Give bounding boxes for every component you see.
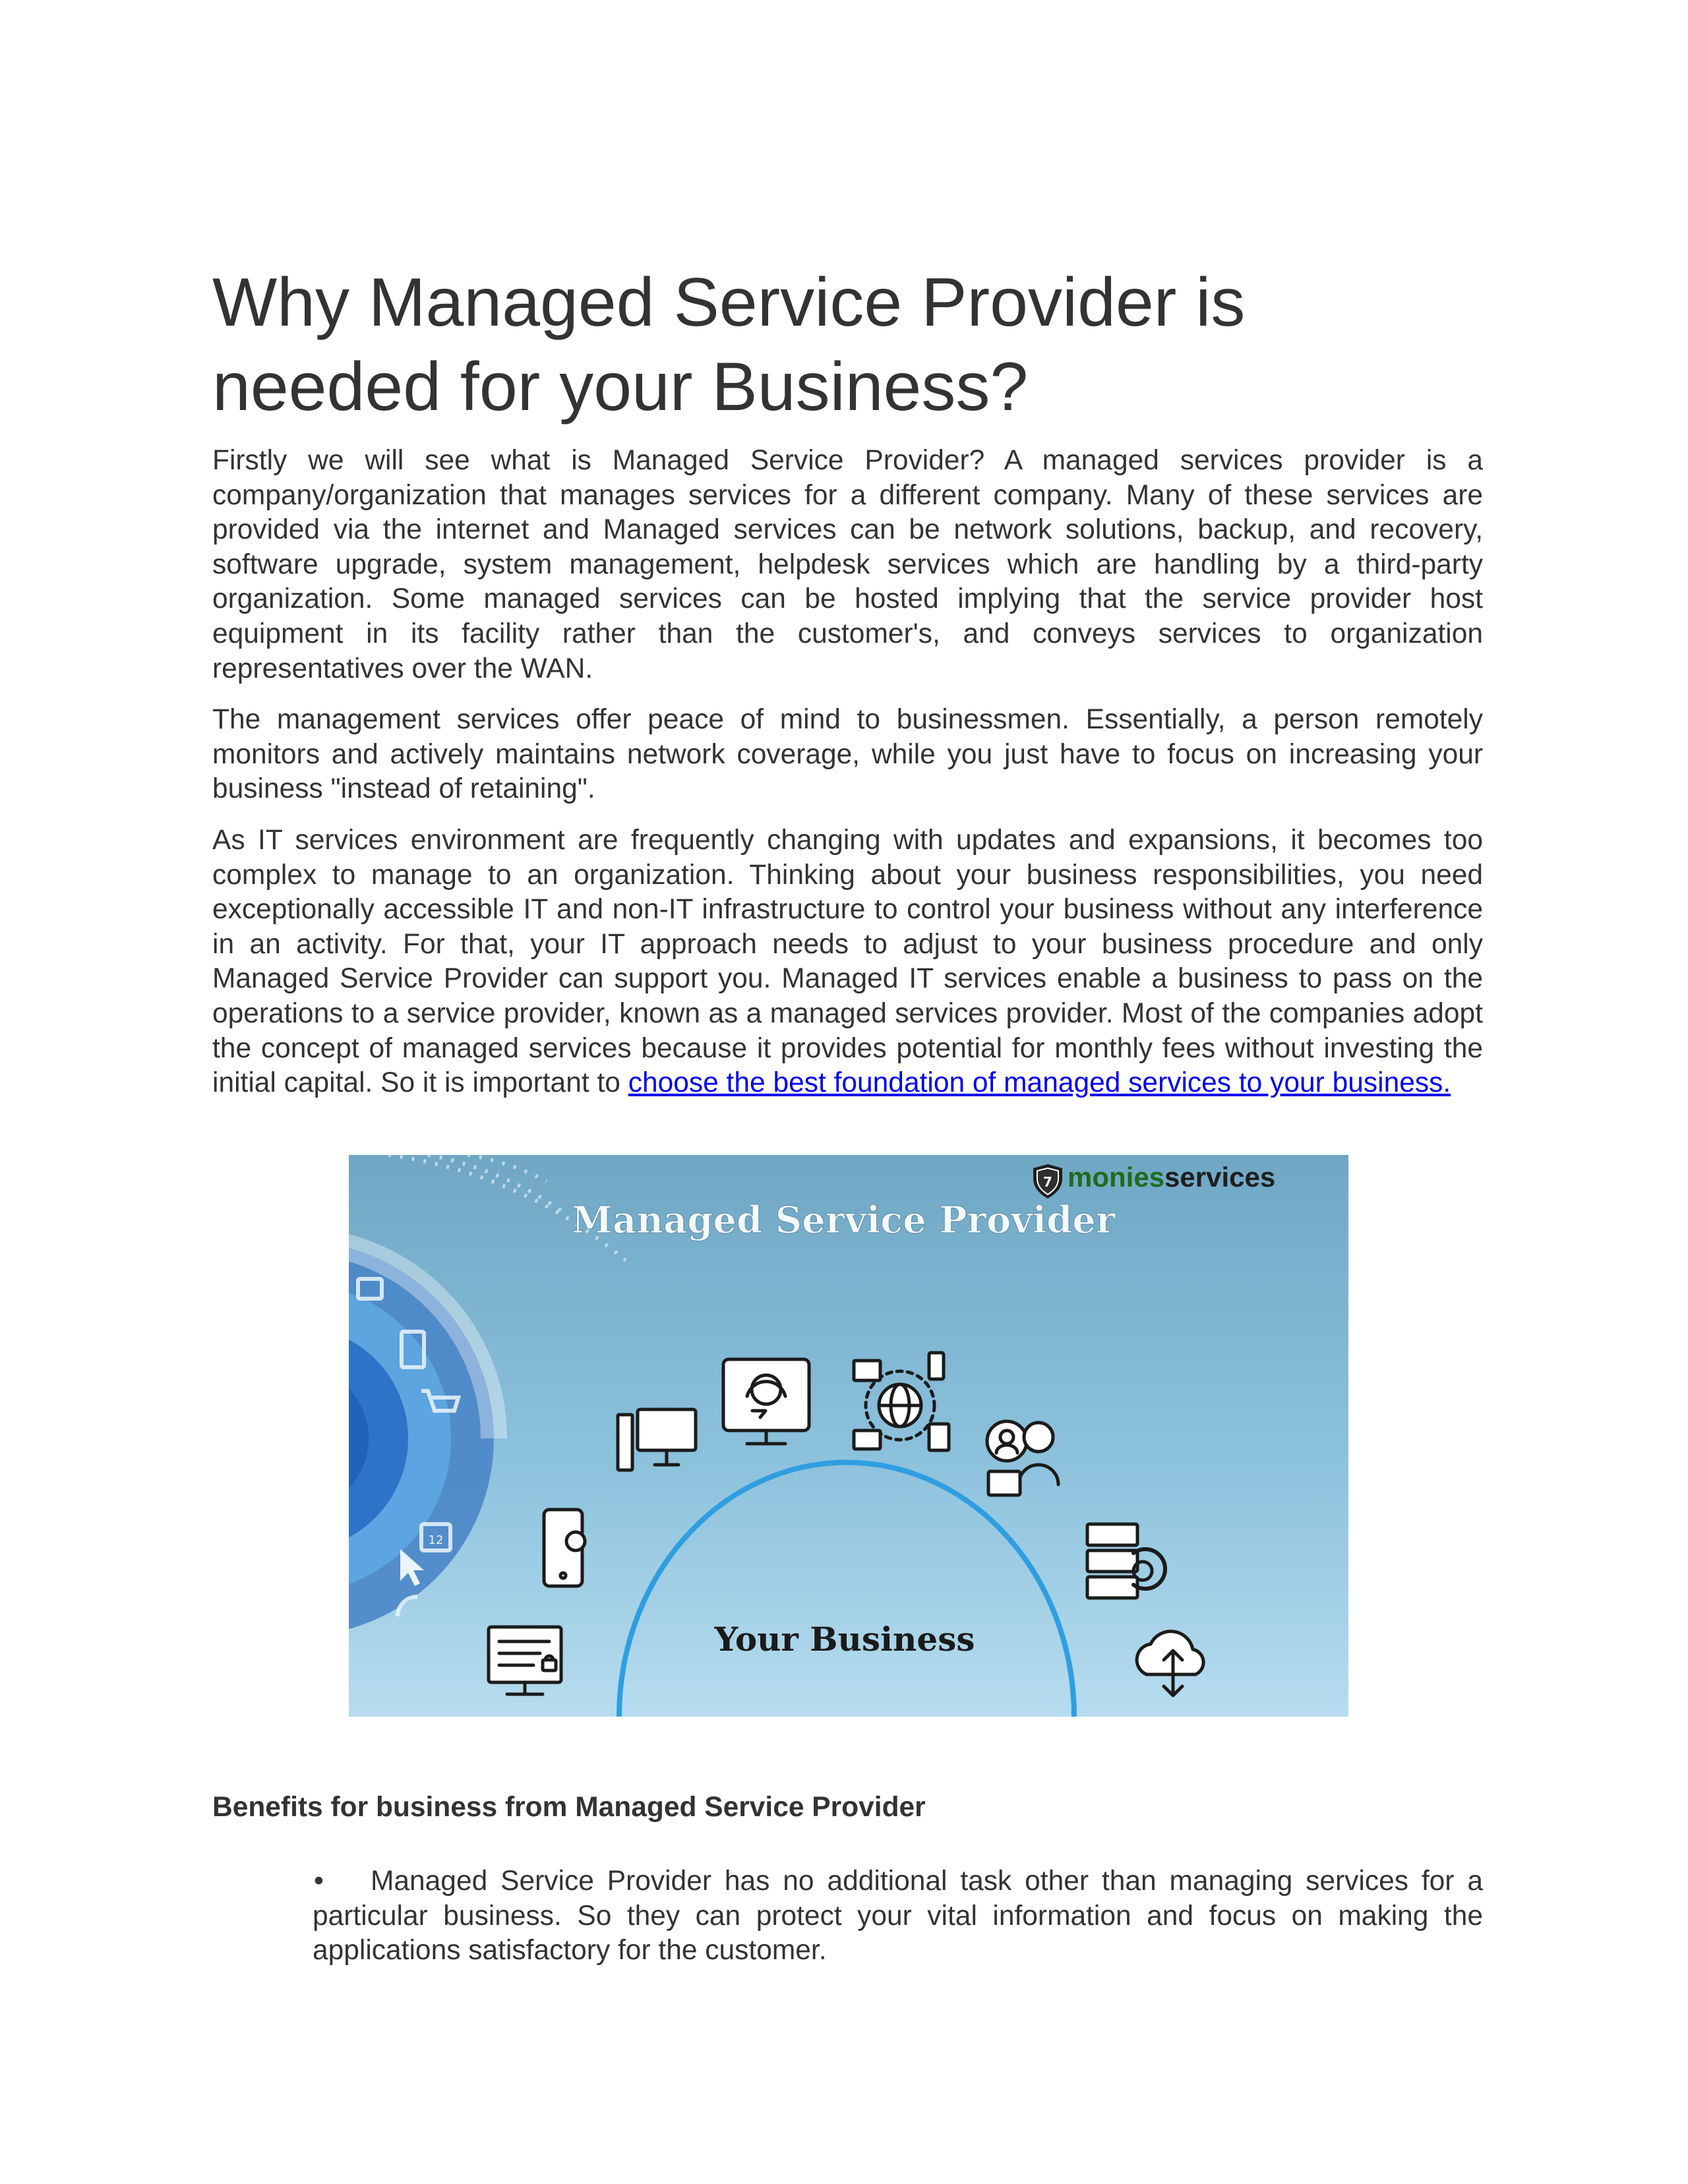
- paragraph-it-environment: [212, 823, 1483, 1101]
- bullet-icon: •: [314, 1866, 324, 1897]
- benefits-list-item: [313, 1864, 1483, 1968]
- paragraph-intro: Firstly we will see what is Managed Service Provider? A managed services provider is a company/organization that manages services for a different company. Many of these services are provided via the internet and Managed services can be network solutions, backup, and recovery, software upgrade, system management, helpdesk services which are handling by a third-party organization. Some managed services can be hosted implying that the service provider host equipment in its facility rather than the customer's, and conveys services to organization representatives over the WAN.: [212, 445, 1483, 684]
- illustration-canvas: [349, 1155, 1348, 1717]
- logo-wordmark: moniesservices: [1068, 1162, 1276, 1193]
- mobile-support-icon: [544, 1510, 585, 1586]
- wheel-calendar-number: 12: [428, 1533, 444, 1547]
- benefits-list: [313, 1864, 1483, 1968]
- banner-title: Managed Service Provider: [572, 1198, 1116, 1242]
- benefits-heading: Benefits for business from Managed Service Provider: [212, 1792, 926, 1823]
- svg-text:7: 7: [1043, 1174, 1052, 1190]
- article-body: [212, 260, 1483, 1101]
- paragraph-it-environment-text: As IT services environment are frequently changing with updates and expansions, it becomes too complex to manage to an organization. Thinking about your business responsibilities, you need exceptionally accessible IT and non-IT infrastructure to control your business without any interference in an activity. For that, your IT approach needs to adjust to your business procedure and only Managed Service Provider can support you. Managed IT services enable a business to pass on the operations to a service provider, known as a managed services provider. Most of the companies adopt the concept of managed services because it provides potential for monthly fees without investing the initial capital. So it is important to: [212, 824, 1483, 1099]
- managed-service-provider-illustration: [349, 1155, 1348, 1717]
- your-business-label: Your Business: [714, 1620, 975, 1659]
- benefits-list-item-text: Managed Service Provider has no additional task other than managing services for a particular business. So they can protect your vital information and focus on making the applications satisfactory for the customer.: [313, 1866, 1483, 1966]
- article-title: Why Managed Service Provider is needed for your Business?: [212, 264, 1246, 425]
- choose-managed-services-link[interactable]: choose the best foundation of managed services to your business.: [628, 1067, 1451, 1099]
- paragraph-peace-of-mind: The management services offer peace of mind to businessmen. Essentially, a person remotely monitors and actively maintains network coverage, while you just have to focus on increasing your business "instead of retaining".: [212, 704, 1483, 805]
- helpdesk-headset-icon: [723, 1359, 809, 1444]
